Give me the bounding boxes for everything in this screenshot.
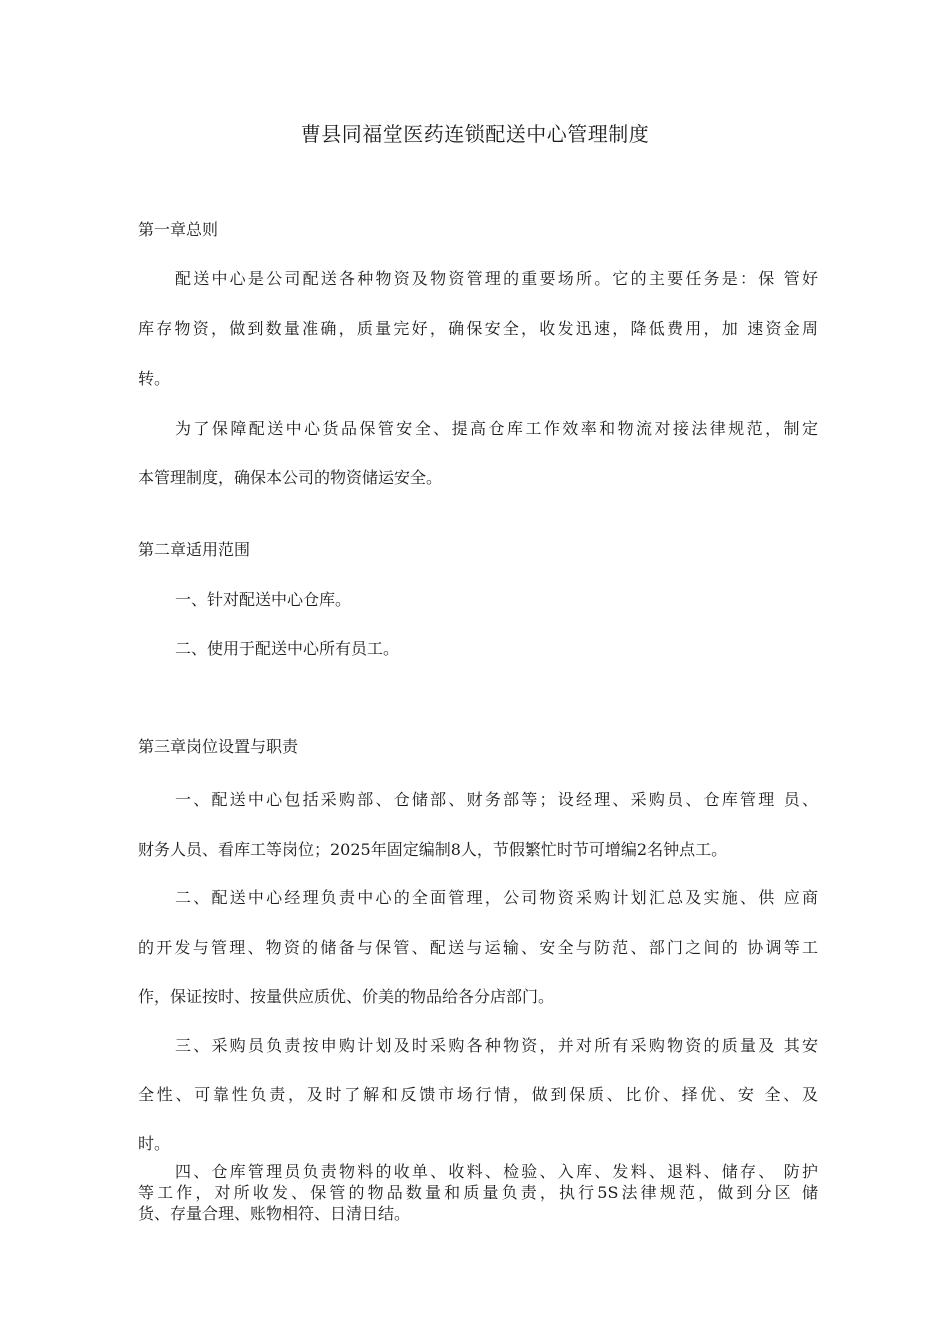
chapter-3-item-2-line-3: 作，保证按时、按量供应质优、价美的物品给各分店部门。 — [138, 987, 555, 1006]
chapter-1-paragraph-1-line-1: 配送中心是公司配送各种物资及物资管理的重要场所。它的主要任务是：保 管好 — [175, 269, 818, 288]
chapter-1-heading: 第一章总则 — [138, 220, 219, 239]
chapter-3-item-4-line-1: 四、仓库管理员负责物料的收单、收料、检验、入库、发料、退料、储存、 防护 — [175, 1162, 818, 1181]
chapter-2-heading: 第二章适用范围 — [138, 540, 251, 559]
chapter-1-paragraph-2-line-2: 本管理制度，确保本公司的物资储运安全。 — [138, 468, 443, 487]
chapter-3-item-3-line-3: 时。 — [138, 1134, 171, 1153]
chapter-3-item-3-line-2: 全性、可靠性负责，及时了解和反馈市场行情，做到保质、比价、择优、安 全、及 — [138, 1085, 818, 1104]
document-title: 曹县同福堂医药连锁配送中心管理制度 — [300, 122, 650, 146]
chapter-3-item-1-line-1: 一、配送中心包括采购部、仓储部、财务部等；设经理、采购员、仓库管理 员、 — [175, 790, 818, 809]
chapter-3-item-1-line-2: 财务人员、看库工等岗位；2025年固定编制8人，节假繁忙时节可增编2名钟点工。 — [138, 840, 728, 859]
chapter-1-paragraph-2-line-1: 为了保障配送中心货品保管安全、提高仓库工作效率和物流对接法律规范，制定 — [175, 419, 818, 438]
chapter-2-item-2: 二、使用于配送中心所有员工。 — [175, 639, 400, 658]
chapter-3-heading: 第三章岗位设置与职责 — [138, 737, 299, 756]
chapter-3-item-2-line-1: 二、配送中心经理负责中心的全面管理，公司物资采购计划汇总及实施、供 应商 — [175, 888, 818, 907]
chapter-3-item-4-line-2: 等工作，对所收发、保管的物品数量和质量负责，执行5S法律规范，做到分区 储 — [138, 1183, 818, 1202]
chapter-3-item-4 — [138, 1161, 818, 1224]
chapter-1-paragraph-1-line-2: 库存物资，做到数量准确，质量完好，确保安全，收发迅速，降低费用，加 速资金周 — [138, 319, 818, 338]
chapter-3-item-2-line-2: 的开发与管理、物资的储备与保管、配送与运输、安全与防范、部门之间的 协调等工 — [138, 938, 818, 957]
chapter-3-item-4-line-3: 货、存量合理、账物相符、日清日结。 — [138, 1204, 411, 1223]
chapter-3-item-3-line-1: 三、采购员负责按申购计划及时采购各种物资，并对所有采购物资的质量及 其安 — [175, 1036, 818, 1055]
chapter-2-item-1: 一、针对配送中心仓库。 — [175, 590, 352, 609]
chapter-1-paragraph-1-line-3: 转。 — [138, 369, 171, 388]
